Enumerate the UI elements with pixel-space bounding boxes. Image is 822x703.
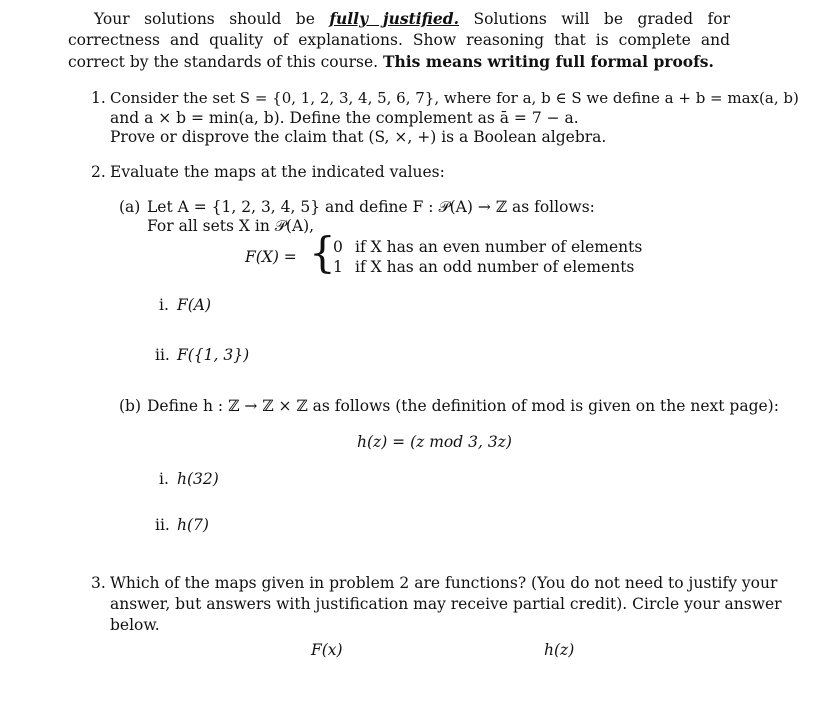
answer-choice-h[interactable]: h(z) <box>544 641 575 659</box>
part-a-ii-expr: F({1, 3}) <box>177 346 250 364</box>
part-b-i-expr: h(32) <box>177 470 219 488</box>
problem-3-number: 3. <box>91 574 106 592</box>
piecewise-lhs: F(X) = <box>245 248 297 266</box>
part-b-formula: h(z) = (z mod 3, 3z) <box>357 433 512 451</box>
part-b-line-1: Define h : ℤ → ℤ × ℤ as follows (the definition of mod is given on the next page): <box>147 397 779 415</box>
intro-text-1: Your solutions should be <box>94 10 330 28</box>
part-b-ii-label: ii. <box>155 516 170 534</box>
problem-1-line-1: Consider the set S = {0, 1, 2, 3, 4, 5, 6, 7}, where for a, b ∈ S we define a + b = max(a, b) <box>110 89 799 107</box>
intro-emphasis: fully justified. <box>329 9 460 28</box>
part-b-ii-expr: h(7) <box>177 516 209 534</box>
case-1-value: 0 <box>333 238 343 256</box>
instructions-paragraph <box>68 8 730 73</box>
intro-text-2: Solutions will be graded for correctness and quality of explanations. Show reasoning that is complete and correct by the standards of this course. <box>68 10 730 71</box>
case-1-condition: if X has an even number of elements <box>355 238 643 256</box>
case-2-value: 1 <box>333 258 343 276</box>
problem-2-intro: Evaluate the maps at the indicated values: <box>110 163 445 181</box>
part-a-ii-label: ii. <box>155 346 170 364</box>
problem-1-line-2: and a × b = min(a, b). Define the complement as ā = 7 − a. <box>110 109 579 127</box>
problem-1-line-3: Prove or disprove the claim that (S, ×, +) is a Boolean algebra. <box>110 128 607 146</box>
part-a-i-expr: F(A) <box>177 296 212 314</box>
problem-1-number: 1. <box>91 89 106 107</box>
part-b-label: (b) <box>119 397 142 415</box>
part-a-line-2: For all sets X in 𝒫(A), <box>147 217 315 235</box>
problem-3-line-1: Which of the maps given in problem 2 are functions? (You do not need to justify your <box>110 574 778 592</box>
problem-3-line-3: below. <box>110 616 160 634</box>
part-a-line-1: Let A = {1, 2, 3, 4, 5} and define F : 𝒫(A) → ℤ as follows: <box>147 198 595 216</box>
case-2-condition: if X has an odd number of elements <box>355 258 635 276</box>
problem-3-line-2: answer, but answers with justification may receive partial credit). Circle your answer <box>110 595 782 613</box>
part-a-i-label: i. <box>159 296 169 314</box>
intro-bold: This means writing full formal proofs. <box>382 52 714 71</box>
problem-2-number: 2. <box>91 163 106 181</box>
answer-choice-F[interactable]: F(x) <box>311 641 343 659</box>
part-b-i-label: i. <box>159 470 169 488</box>
piecewise-brace: { <box>309 228 336 277</box>
part-a-label: (a) <box>119 198 141 216</box>
